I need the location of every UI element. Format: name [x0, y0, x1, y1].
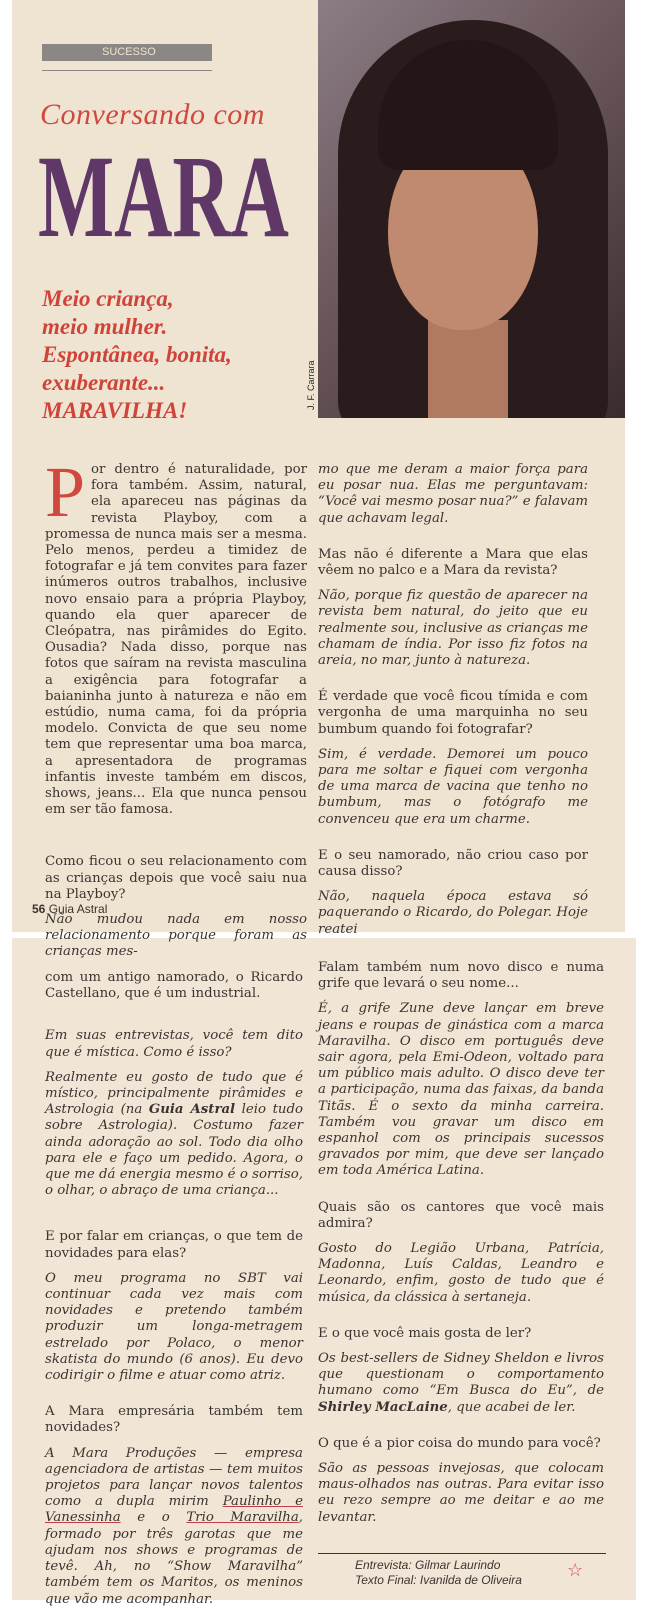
- answer: Gosto do Legião Urbana, Patrícia, Madonna, Luís Caldas, Leandro e Leonardo, enfim, gosto de tudo que é música, da clássica à sertaneja.: [318, 1241, 604, 1305]
- divider: [318, 1553, 606, 1554]
- credits: [355, 1558, 522, 1588]
- column-top-right: [318, 462, 588, 947]
- credit-interview: Entrevista: Gilmar Laurindo: [355, 1558, 501, 1572]
- question: É verdade que você ficou tímida e com vergonha de uma marquinha no seu bumbum quando foi fotografar?: [318, 689, 588, 737]
- question: Falam também num novo disco e numa grife que levará o seu nome...: [318, 960, 604, 992]
- question: O que é a pior coisa do mundo para você?: [318, 1435, 601, 1451]
- answer: com um antigo namorado, o Ricardo Castellano, que é um industrial.: [45, 970, 303, 1002]
- answer: Não, naquela época estava só paquerando o Ricardo, do Polegar. Hoje reatei: [318, 889, 588, 937]
- subtitle-line: meio mulher.: [42, 314, 168, 339]
- answer: O meu programa no SBT vai continuar cada vez mais com novidades e pretendo também produzir um longa-metragem estrelado por Polaco, o menor skatista do mundo (6 anos). Eu devo codirigir o filme e atuar como atriz.: [45, 1270, 303, 1384]
- column-bottom-left: [45, 970, 303, 1617]
- answer: Os best-sellers de Sidney Sheldon e livros que questionam o comportamento humano como “Em Busca do Eu”, de Shirley MacLaine, que acabei de ler.: [318, 1351, 604, 1415]
- column-top-left: [45, 452, 307, 970]
- answer: Não, porque fiz questão de aparecer na revista bem natural, do jeito que eu realmente sou, inclusive as crianças me chamam de índia. Por isso fiz fotos na areia, no mar, junto à natureza.: [318, 588, 588, 669]
- answer: São as pessoas invejosas, que colocam maus-olhados nas outras. Para evitar isso eu rezo sempre ao me deitar e ao me levantar.: [318, 1461, 604, 1525]
- question: Como ficou o seu relacionamento com as crianças depois que você saiu nua na Playboy?: [45, 854, 307, 902]
- answer: É, a grife Zune deve lançar em breve jeans e roupas de ginástica com a marca Maravilha. O disco em português deve sair agora, pela Emi-Odeon, voltado para um público mais adulto. O disco deve ter a participação, numa das faixas, da banda Titãs. É o sexto da minha carreira. Também vou gravar um disco em espanhol com os principais sucessos gravados por mim, que deve ser lançado em toda América Latina.: [318, 1001, 604, 1179]
- question: E por falar em crianças, o que tem de novidades para elas?: [45, 1229, 303, 1261]
- answer: mo que me deram a maior força para eu posar nua. Elas me perguntavam: “Você vai mesmo posar nua?” e falavam que achavam legal.: [318, 462, 588, 526]
- question: Quais são os cantores que você mais admira?: [318, 1199, 604, 1231]
- title-line: Conversando com: [40, 98, 265, 131]
- page-number: 56: [32, 902, 46, 916]
- page-footer: [32, 902, 107, 916]
- question: Mas não é diferente a Mara que elas vêem no palco e a Mara da revista?: [318, 546, 588, 579]
- subtitle-line: Espontânea, bonita,: [42, 342, 232, 367]
- title-name: MARA: [38, 132, 289, 263]
- magazine-name: Guia Astral: [48, 902, 108, 916]
- intro-text: or dentro é naturalidade, por fora também. Assim, natural, ela apareceu nas páginas da revista Playboy, com a promessa de nunca mais ser a mesma. Pelo menos, perdeu a timidez de fotografar e já tem convites para fazer inúmeros outros trabalhos, inclusive novo ensaio para a própria Playboy, quando ela quer aparecer de Cleópatra, nas pirâmides do Egito. Ousadia? Nada disso, porque nas fotos que saíram na revista masculina a exigência para fotografar a baianinha junto à natureza e não em estúdio, numa cama, foi da própria modelo. Convicta de que seu nome tem que representar uma boa marca, a apresentadora de programas infantis investe também em discos, shows, jeans... Ela que nunca pensou em ser tão famosa.: [45, 462, 307, 818]
- answer: Sim, é verdade. Demorei um pouco para me soltar e fiquei com vergonha de uma marca de vacina que tenho no bumbum, mas o fotógrafo me convenceu que era um charme.: [318, 746, 588, 827]
- divider: [42, 70, 212, 71]
- answer: Não mudou nada em nosso relacionamento porque foram as crianças mes-: [45, 912, 307, 960]
- question: E o seu namorado, não criou caso por causa disso?: [318, 847, 588, 880]
- subtitle-line: MARAVILHA!: [42, 398, 188, 423]
- column-bottom-right: [318, 960, 604, 1535]
- question: Em suas entrevistas, você tem dito que é mística. Como é isso?: [45, 1028, 303, 1060]
- subtitle-line: exuberante...: [42, 370, 166, 395]
- subtitle: [42, 285, 322, 425]
- question: A Mara empresária também tem novidades?: [45, 1404, 303, 1436]
- answer: A Mara Produções — empresa agenciadora de artistas — tem muitos projetos para lançar novos talentos como a dupla mirim Paulinho e Vanessinha e o Trio Maravilha, formado por três garotas que me ajudam nos shows e programas de tevê. Ah, no “Show Maravilha” também tem os Maritos, os meninos que vão me acompanhar.: [45, 1445, 304, 1607]
- credit-text: Texto Final: Ivanilda de Oliveira: [355, 1573, 522, 1587]
- photo-credit: J. F. Carrara: [306, 360, 316, 410]
- question: E o que você mais gosta de ler?: [318, 1325, 532, 1341]
- answer: Realmente eu gosto de tudo que é místico, principalmente pirâmides e Astrologia (na Guia Astral leio tudo sobre Astrologia). Costumo fazer ainda adoração ao sol. Todo dia olho para ele e faço um pedido. Agora, o que me dá energia mesmo é o sorriso, o olhar, o abraço de uma criança...: [45, 1069, 304, 1199]
- section-label: SUCESSO: [42, 44, 212, 61]
- star-icon: ☆: [567, 1560, 584, 1581]
- drop-cap: P: [45, 452, 86, 532]
- subtitle-line: Meio criança,: [42, 286, 174, 311]
- portrait-photo: [318, 0, 625, 418]
